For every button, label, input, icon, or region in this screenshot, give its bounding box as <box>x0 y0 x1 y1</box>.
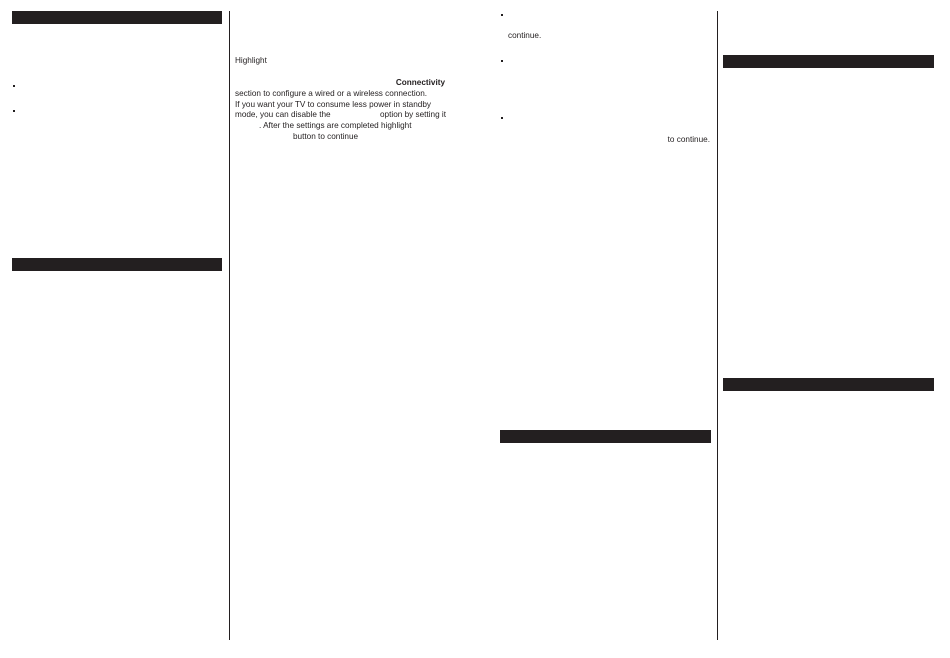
body-line: option by setting it <box>380 110 446 119</box>
body-line: mode, you can disable the <box>235 110 331 119</box>
bullet-point <box>501 14 503 16</box>
section-header-bar <box>12 11 222 24</box>
section-header-bar <box>723 55 934 68</box>
bullet-point <box>501 60 503 62</box>
bullet-point <box>13 110 15 112</box>
body-line: . After the settings are completed highlight <box>259 121 412 130</box>
bullet-point <box>501 117 503 119</box>
continue-text: to continue. <box>667 135 710 144</box>
body-line: button to continue <box>293 132 359 141</box>
highlight-text: Highlight <box>235 56 267 65</box>
section-header-bar <box>723 378 934 391</box>
body-line: section to configure a wired or a wireless connection. <box>235 89 428 98</box>
body-line: If you want your TV to consume less power in standby <box>235 100 431 109</box>
section-header-bar <box>12 258 222 271</box>
section-header-bar <box>500 430 711 443</box>
column-divider <box>717 11 718 640</box>
connectivity-heading: Connectivity <box>395 78 445 87</box>
column-divider <box>229 11 230 640</box>
continue-text: continue. <box>508 31 542 40</box>
bullet-point <box>13 85 15 87</box>
